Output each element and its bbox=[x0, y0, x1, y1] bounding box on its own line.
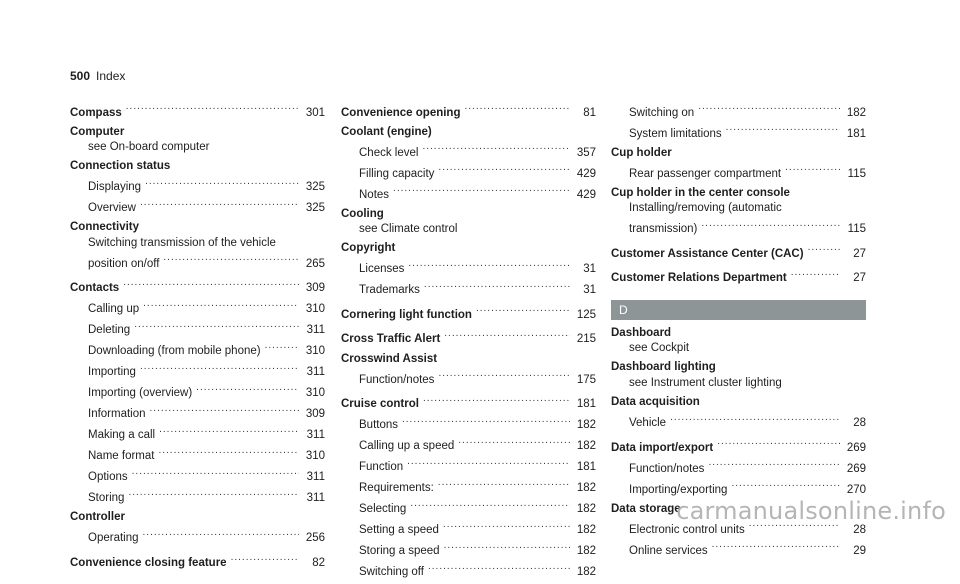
dot-leader bbox=[698, 100, 840, 116]
page-ref-link[interactable]: 215 bbox=[576, 333, 596, 346]
index-entry bbox=[341, 327, 596, 348]
page-ref-link[interactable]: 310 bbox=[305, 450, 325, 463]
dot-leader bbox=[140, 196, 299, 212]
sub-entry-line bbox=[341, 182, 596, 203]
header-section-title: Index bbox=[96, 69, 126, 83]
page-ref-link[interactable]: 181 bbox=[576, 461, 596, 474]
index-column-3 bbox=[611, 100, 866, 563]
dot-leader bbox=[708, 456, 840, 472]
index-entry bbox=[70, 125, 325, 156]
index-entry bbox=[70, 100, 325, 121]
dot-leader bbox=[393, 182, 570, 198]
sub-entry-line bbox=[341, 222, 596, 238]
sub-entries bbox=[70, 236, 325, 273]
sub-entry-line bbox=[70, 526, 325, 547]
sub-entry-line bbox=[341, 367, 596, 388]
page-ref-link[interactable]: 182 bbox=[576, 419, 596, 432]
index-entry bbox=[70, 159, 325, 217]
entry-title: Convenience opening bbox=[341, 106, 461, 119]
page-ref-link[interactable]: 182 bbox=[576, 440, 596, 453]
index-entry bbox=[70, 220, 325, 272]
page-ref-link[interactable]: 115 bbox=[847, 167, 866, 180]
sub-entry-text: Function bbox=[359, 461, 404, 474]
entry-title: Dashboard lighting bbox=[611, 361, 716, 374]
dot-leader bbox=[443, 518, 570, 534]
index-entry bbox=[341, 100, 596, 121]
entry-heading-line bbox=[341, 100, 596, 121]
sub-entry-text: Downloading (from mobile phone) bbox=[88, 345, 261, 358]
entry-heading-line bbox=[611, 266, 866, 287]
entry-title: Coolant (engine) bbox=[341, 125, 432, 138]
page-ref-link[interactable]: 28 bbox=[853, 523, 866, 536]
page-ref-link[interactable]: 311 bbox=[306, 471, 325, 484]
sub-entry-line bbox=[70, 444, 325, 465]
page-ref-link[interactable]: 269 bbox=[846, 441, 866, 454]
page-ref-link[interactable]: 27 bbox=[853, 272, 866, 285]
dot-leader bbox=[424, 278, 570, 294]
sub-entry-line bbox=[70, 196, 325, 217]
dot-leader bbox=[731, 477, 840, 493]
sub-entry-text: Rear passenger compartment bbox=[629, 167, 782, 180]
entry-heading-line bbox=[70, 125, 325, 141]
page-ref-link[interactable]: 27 bbox=[853, 247, 866, 260]
entry-heading-line bbox=[611, 186, 866, 202]
sub-entries bbox=[70, 175, 325, 217]
dot-leader bbox=[163, 251, 299, 267]
page-ref-link[interactable]: 182 bbox=[576, 524, 596, 537]
sub-entry-text: Filling capacity bbox=[359, 167, 435, 180]
sub-entry-text: Options bbox=[88, 471, 128, 484]
dot-leader bbox=[126, 100, 299, 116]
page-ref-link[interactable]: 429 bbox=[576, 188, 596, 201]
index-entry bbox=[70, 551, 325, 572]
sub-entry-line bbox=[70, 423, 325, 444]
sub-entry-line bbox=[70, 175, 325, 196]
sub-entry-line bbox=[70, 465, 325, 486]
sub-entry-text: see Climate control bbox=[359, 223, 458, 236]
dot-leader bbox=[423, 392, 570, 408]
sub-entry-line bbox=[611, 100, 866, 121]
page-ref-link[interactable]: 311 bbox=[306, 429, 325, 442]
sub-entry-text: transmission) bbox=[629, 223, 698, 236]
sub-entry-text: Importing (overview) bbox=[88, 387, 193, 400]
entry-heading-line bbox=[70, 510, 325, 526]
sub-entry-text: Switching on bbox=[629, 106, 695, 119]
dot-leader bbox=[196, 381, 299, 397]
sub-entry-line bbox=[611, 538, 866, 559]
index-entry bbox=[611, 146, 866, 183]
index-entry bbox=[611, 241, 866, 262]
sub-entries bbox=[341, 222, 596, 238]
dot-leader bbox=[444, 327, 570, 343]
dot-leader bbox=[408, 257, 570, 273]
dot-leader bbox=[128, 486, 299, 502]
sub-entry-text: Function/notes bbox=[359, 373, 435, 386]
sub-entry-text: Switching transmission of the vehicle bbox=[88, 236, 276, 249]
sub-entry-text: Installing/removing (automatic bbox=[629, 202, 782, 215]
index-entry bbox=[611, 360, 866, 391]
page-header bbox=[70, 68, 125, 84]
page-ref-link[interactable]: 175 bbox=[576, 373, 596, 386]
page-ref-link[interactable]: 115 bbox=[847, 223, 866, 236]
sub-entry-line bbox=[70, 297, 325, 318]
sub-entries bbox=[611, 411, 866, 432]
sub-entry-line bbox=[341, 560, 596, 581]
index-entry bbox=[611, 186, 866, 238]
sub-entry-text: Requirements: bbox=[359, 482, 434, 495]
entry-heading-line bbox=[70, 551, 325, 572]
entry-title: Dashboard bbox=[611, 326, 672, 339]
index-entry bbox=[611, 100, 866, 142]
sub-entry-line bbox=[341, 539, 596, 560]
dot-leader bbox=[465, 100, 571, 116]
index-entry bbox=[341, 392, 596, 581]
entry-title: Customer Assistance Center (CAC) bbox=[611, 247, 804, 260]
page-ref-link[interactable]: 311 bbox=[306, 492, 325, 505]
index-entry bbox=[611, 435, 866, 498]
sub-entry-line bbox=[341, 434, 596, 455]
sub-entry-line bbox=[70, 140, 325, 156]
page-ref-link[interactable]: 182 bbox=[576, 566, 596, 579]
page-ref-link[interactable]: 265 bbox=[305, 257, 325, 270]
sub-entry-text: Storing bbox=[88, 492, 125, 505]
watermark: carmanualsonline.info bbox=[676, 497, 946, 525]
index-entry bbox=[341, 302, 596, 323]
dot-leader bbox=[670, 411, 840, 427]
sub-entry-line bbox=[341, 161, 596, 182]
dot-leader bbox=[726, 121, 840, 137]
page-ref-link[interactable]: 310 bbox=[305, 345, 325, 358]
sub-entry-line bbox=[341, 497, 596, 518]
dot-leader bbox=[123, 276, 299, 292]
dot-leader bbox=[145, 175, 299, 191]
dot-leader bbox=[444, 539, 570, 555]
dot-leader bbox=[717, 435, 840, 451]
entry-heading-line bbox=[341, 302, 596, 323]
sub-entries bbox=[341, 140, 596, 203]
page-ref-link[interactable]: 309 bbox=[305, 282, 325, 295]
entry-title: Customer Relations Department bbox=[611, 272, 787, 285]
entry-heading-line bbox=[611, 146, 866, 162]
index-column-1 bbox=[70, 100, 325, 575]
entry-heading-line bbox=[341, 125, 596, 141]
dot-leader bbox=[143, 526, 299, 542]
section-letter-heading: D bbox=[611, 300, 866, 320]
page-ref-link[interactable]: 31 bbox=[583, 263, 596, 276]
dot-leader bbox=[140, 360, 299, 376]
entry-title: Data storage bbox=[611, 502, 681, 515]
sub-entry-line bbox=[341, 278, 596, 299]
entry-title: Cup holder bbox=[611, 146, 672, 159]
dot-leader bbox=[438, 161, 570, 177]
sub-entry-line bbox=[70, 251, 325, 272]
page-ref-link[interactable]: 429 bbox=[576, 167, 596, 180]
sub-entry-text: Calling up bbox=[88, 303, 140, 316]
sub-entry-text: see Instrument cluster lighting bbox=[629, 376, 782, 389]
sub-entries bbox=[611, 456, 866, 498]
index-entry bbox=[70, 276, 325, 507]
page-ref-link[interactable]: 270 bbox=[846, 483, 866, 496]
sub-entry-line bbox=[611, 477, 866, 498]
entry-title: Connectivity bbox=[70, 221, 140, 234]
entry-title: Contacts bbox=[70, 282, 120, 295]
index-entry bbox=[70, 510, 325, 547]
page-ref-link[interactable]: 181 bbox=[576, 398, 596, 411]
entry-title: Convenience closing feature bbox=[70, 557, 227, 570]
sub-entry-line bbox=[341, 455, 596, 476]
sub-entry-line bbox=[611, 201, 866, 217]
index-column-2 bbox=[341, 100, 596, 584]
page-ref-link[interactable]: 182 bbox=[576, 545, 596, 558]
dot-leader bbox=[265, 339, 299, 355]
page-ref-link[interactable]: 310 bbox=[305, 387, 325, 400]
sub-entries bbox=[611, 376, 866, 392]
entry-title: Copyright bbox=[341, 242, 396, 255]
page-ref-link[interactable]: 182 bbox=[846, 106, 866, 119]
sub-entry-text: Selecting bbox=[359, 503, 407, 516]
sub-entry-text: Notes bbox=[359, 188, 390, 201]
sub-entry-text: see On-board computer bbox=[88, 141, 210, 154]
entry-title: Cooling bbox=[341, 207, 384, 220]
sub-entry-text: Check level bbox=[359, 146, 419, 159]
entry-title: Cornering light function bbox=[341, 308, 472, 321]
entry-heading-line bbox=[70, 100, 325, 121]
page-ref-link[interactable]: 31 bbox=[583, 284, 596, 297]
sub-entries bbox=[341, 257, 596, 299]
sub-entry-text: Trademarks bbox=[359, 284, 420, 297]
entry-heading-line bbox=[611, 395, 866, 411]
sub-entry-line bbox=[611, 376, 866, 392]
index-entry bbox=[341, 352, 596, 389]
entry-heading-line bbox=[70, 220, 325, 236]
sub-entry-line bbox=[341, 476, 596, 497]
sub-entries bbox=[341, 367, 596, 388]
sub-entry-line bbox=[70, 339, 325, 360]
sub-entry-line bbox=[611, 456, 866, 477]
dot-leader bbox=[701, 217, 840, 233]
sub-entry-text: Buttons bbox=[359, 419, 398, 432]
entry-title: Data import/export bbox=[611, 441, 714, 454]
sub-entry-text: Information bbox=[88, 408, 146, 421]
page-ref-link[interactable]: 125 bbox=[576, 308, 596, 321]
page-ref-link[interactable]: 182 bbox=[576, 503, 596, 516]
page-ref-link[interactable]: 357 bbox=[576, 146, 596, 159]
sub-entry-text: Setting a speed bbox=[359, 524, 439, 537]
entry-heading-line bbox=[341, 327, 596, 348]
sub-entry-text: Importing bbox=[88, 366, 136, 379]
dot-leader bbox=[407, 455, 570, 471]
sub-entry-line bbox=[611, 217, 866, 238]
page-ref-link[interactable]: 325 bbox=[305, 202, 325, 215]
dot-leader bbox=[785, 161, 840, 177]
sub-entry-text: Electronic control units bbox=[629, 523, 745, 536]
page-ref-link[interactable]: 269 bbox=[846, 462, 866, 475]
sub-entries bbox=[611, 201, 866, 238]
dot-leader bbox=[438, 367, 570, 383]
sub-entry-line bbox=[70, 360, 325, 381]
sub-entry-line bbox=[341, 518, 596, 539]
page-ref-link[interactable]: 182 bbox=[576, 482, 596, 495]
dot-leader bbox=[150, 402, 299, 418]
index-entry bbox=[341, 241, 596, 299]
dot-leader bbox=[428, 560, 570, 576]
entry-title: Cross Traffic Alert bbox=[341, 333, 441, 346]
entry-heading-line bbox=[70, 276, 325, 297]
entry-title: Controller bbox=[70, 511, 125, 524]
entry-heading-line bbox=[611, 435, 866, 456]
entry-title: Computer bbox=[70, 125, 125, 138]
page-ref-link[interactable]: 256 bbox=[305, 532, 325, 545]
page-ref-link[interactable]: 309 bbox=[305, 408, 325, 421]
page-ref-link[interactable]: 311 bbox=[306, 366, 325, 379]
dot-leader bbox=[158, 444, 299, 460]
sub-entry-line bbox=[611, 121, 866, 142]
entry-heading-line bbox=[611, 241, 866, 262]
entry-heading-line bbox=[341, 392, 596, 413]
sub-entries bbox=[70, 297, 325, 507]
sub-entries bbox=[341, 413, 596, 581]
sub-entry-text: Displaying bbox=[88, 181, 142, 194]
sub-entry-text: Name format bbox=[88, 450, 155, 463]
page-ref-link[interactable]: 311 bbox=[306, 324, 325, 337]
entry-heading-line bbox=[341, 207, 596, 223]
sub-entry-text: System limitations bbox=[629, 127, 722, 140]
sub-entry-text: Function/notes bbox=[629, 462, 705, 475]
dot-leader bbox=[712, 538, 840, 554]
index-entry bbox=[341, 125, 596, 204]
dot-leader bbox=[438, 476, 570, 492]
dot-leader bbox=[422, 140, 570, 156]
dot-leader bbox=[402, 413, 570, 429]
entry-title: Compass bbox=[70, 106, 122, 119]
index-entry bbox=[611, 266, 866, 287]
sub-entries bbox=[611, 341, 866, 357]
sub-entry-line bbox=[611, 161, 866, 182]
index-entry bbox=[341, 207, 596, 238]
sub-entries bbox=[611, 161, 866, 182]
sub-entry-text: see Cockpit bbox=[629, 342, 690, 355]
index-entry bbox=[611, 326, 866, 357]
dot-leader bbox=[791, 266, 840, 282]
entry-title: Data acquisition bbox=[611, 396, 700, 409]
sub-entry-text: Deleting bbox=[88, 324, 131, 337]
dot-leader bbox=[134, 318, 299, 334]
sub-entry-line bbox=[70, 402, 325, 423]
sub-entries bbox=[70, 526, 325, 547]
sub-entry-text: Calling up a speed bbox=[359, 440, 455, 453]
sub-entry-text: Overview bbox=[88, 202, 136, 215]
sub-entry-line bbox=[70, 486, 325, 507]
entry-title: Crosswind Assist bbox=[341, 352, 438, 365]
dot-leader bbox=[476, 302, 570, 318]
sub-entry-text: Online services bbox=[629, 544, 708, 557]
sub-entry-line bbox=[70, 318, 325, 339]
page-ref-link[interactable]: 301 bbox=[305, 106, 325, 119]
sub-entry-text: Making a call bbox=[88, 429, 156, 442]
entry-heading-line bbox=[611, 360, 866, 376]
sub-entry-line bbox=[341, 413, 596, 434]
dot-leader bbox=[143, 297, 299, 313]
dot-leader bbox=[458, 434, 570, 450]
entry-heading-line bbox=[341, 352, 596, 368]
page-ref-link[interactable]: 310 bbox=[305, 303, 325, 316]
sub-entry-line bbox=[611, 341, 866, 357]
sub-entry-text: Vehicle bbox=[629, 417, 667, 430]
sub-entries bbox=[70, 140, 325, 156]
page-number: 500 bbox=[70, 69, 91, 83]
sub-entry-text: Licenses bbox=[359, 263, 405, 276]
entry-heading-line bbox=[341, 241, 596, 257]
dot-leader bbox=[808, 241, 840, 257]
sub-entry-line bbox=[341, 140, 596, 161]
page-ref-link[interactable]: 325 bbox=[305, 181, 325, 194]
sub-entry-text: Switching off bbox=[359, 566, 424, 579]
sub-entry-line bbox=[70, 236, 325, 252]
dot-leader bbox=[410, 497, 570, 513]
dot-leader bbox=[159, 423, 299, 439]
sub-entry-line bbox=[611, 411, 866, 432]
page-ref-link[interactable]: 82 bbox=[312, 557, 325, 570]
page-ref-link[interactable]: 181 bbox=[846, 127, 866, 140]
entry-heading-line bbox=[70, 159, 325, 175]
dot-leader bbox=[231, 551, 299, 567]
sub-entries bbox=[611, 100, 866, 142]
entry-title: Connection status bbox=[70, 160, 171, 173]
sub-entry-line bbox=[341, 257, 596, 278]
sub-entry-text: Operating bbox=[88, 532, 139, 545]
page-ref-link[interactable]: 81 bbox=[583, 106, 596, 119]
entry-heading-line bbox=[611, 326, 866, 342]
entry-title: Cup holder in the center console bbox=[611, 186, 790, 199]
sub-entry-text: Importing/exporting bbox=[629, 483, 728, 496]
page-ref-link[interactable]: 29 bbox=[853, 544, 866, 557]
entry-title: Cruise control bbox=[341, 398, 419, 411]
sub-entry-text: Storing a speed bbox=[359, 545, 440, 558]
sub-entry-text: position on/off bbox=[88, 257, 160, 270]
sub-entry-line bbox=[70, 381, 325, 402]
index-entry bbox=[611, 395, 866, 432]
page-ref-link[interactable]: 28 bbox=[853, 417, 866, 430]
dot-leader bbox=[132, 465, 299, 481]
